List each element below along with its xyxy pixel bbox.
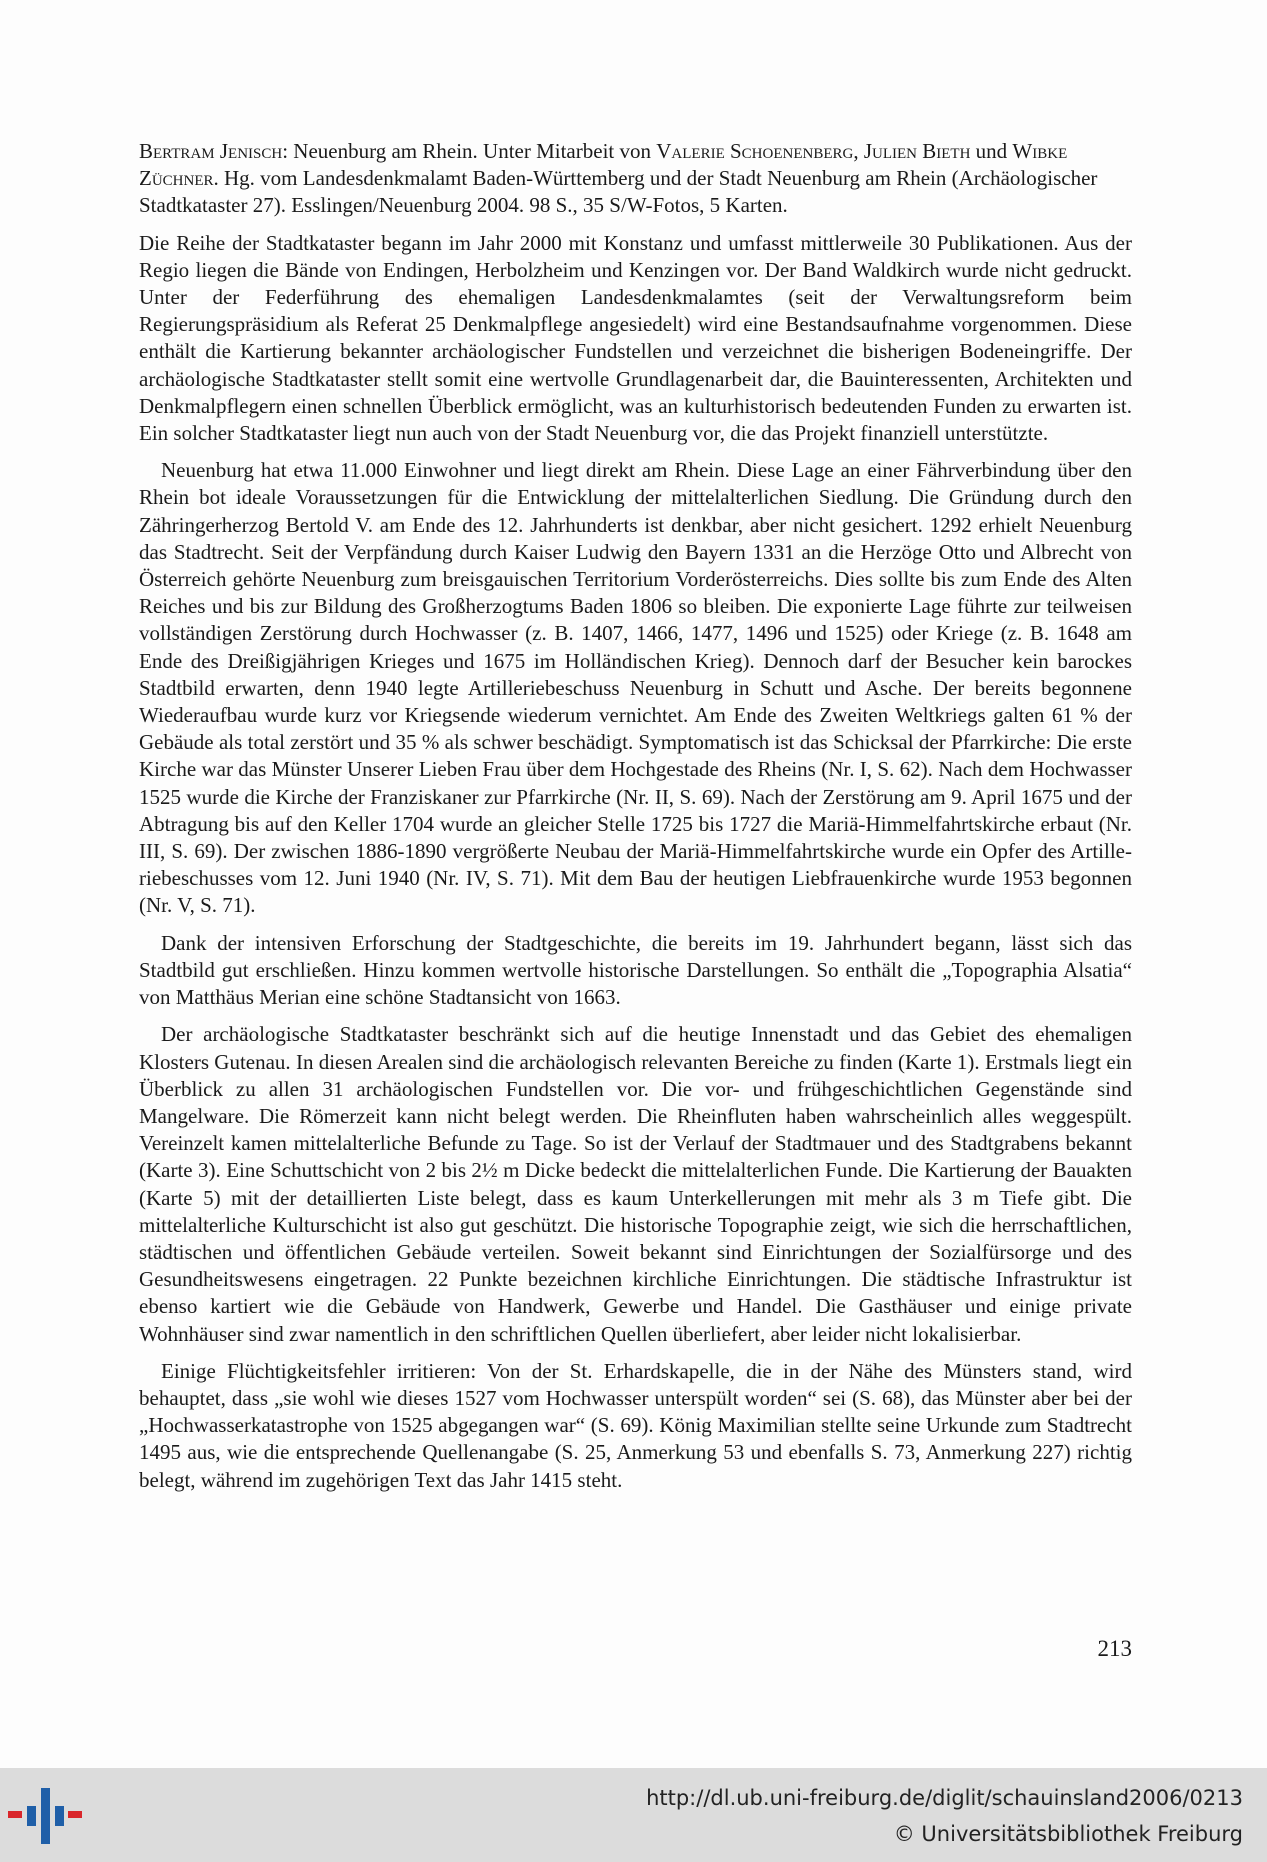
source-url-link[interactable]: http://dl.ub.uni-freiburg.de/diglit/schauinsland2006/0213 <box>646 1786 1243 1810</box>
contributor-name: Valerie Schoenenberg <box>656 139 854 163</box>
paragraph: Einige Flüchtigkeitsfehler irritieren: Von der St. Erhardskapelle, die in der Nähe des Münsters stand, wird behauptet, dass „sie wohl wie dieses 1527 vom Hochwasser unterspült worden“ sei (S. 68), das Münster aber bei der „Hochwasserkatastrophe von 1525 abgegangen war“ (S. 69). König Maximilian stellte seine Urkunde zum Stadtrecht 1495 aus, wie die entsprechende Quellenangabe (S. 25, Anmerkung 53 und ebenfalls S. 73, Anmerkung 227) richtig belegt, während im zugehörigen Text das Jahr 1415 steht. <box>139 1358 1132 1492</box>
bibliography-title: : Neuenburg am Rhein. Unter Mitarbeit von <box>282 139 657 163</box>
bibliography-separator: und <box>970 139 1013 163</box>
author-name: Bertram Jenisch <box>139 139 283 163</box>
paragraph: Der archäologische Stadtkataster beschränkt sich auf die heutige Innenstadt und das Gebiet des ehemaligen Klosters Gutenau. In diesen Arealen sind die archäologisch relevanten Bereiche zu finden (Karte 1). Erstmals liegt ein Überblick zu allen 31 archäologischen Fundstellen vor. Die vor- und frühgeschichtlichen Gegenstände sind Mangelware. Die Römerzeit kann nicht belegt werden. Die Rheinfluten haben wahrscheinlich alles weggespült. Vereinzelt kamen mittelalterliche Befunde zu Tage. So ist der Verlauf der Stadtmauer und des Stadtgrabens bekannt (Karte 3). Eine Schuttschicht von 2 bis 2½ m Dicke bedeckt die mittelalterlichen Funde. Die Kartierung der Bauakten (Karte 5) mit der detaillierten Liste belegt, dass es kaum Unterkellerungen mit mehr als 3 m Tiefe gibt. Die mittelalterliche Kulturschicht ist also gut geschützt. Die historische Topographie zeigt, wie sich die herrschaftlichen, städtischen und öffentlichen Gebäude verteilen. Soweit bekannt sind Einrichtungen der Sozialfürsorge und des Gesundheitswesens eingetragen. 22 Punkte bezeichnen kirchliche Einrichtungen. Die städtische Infrastruktur ist ebenso kartiert wie die Gebäude von Handwerk, Gewerbe und Handel. Die Gasthäuser und einige private Wohnhäuser sind zwar namentlich in den schriftlichen Quellen überliefert, aber leider nicht lokalisierbar. <box>139 1022 1132 1346</box>
contributor-name: Wibke Züchner <box>139 139 1068 191</box>
page-number: 213 <box>1097 1636 1132 1661</box>
paragraph: Neuenburg hat etwa 11.000 Einwohner und liegt direkt am Rhein. Diese Lage an einer Fährverbindung über den Rhein bot ideale Voraussetzungen für die Entwicklung der mittelalterlichen Siedlung. Die Gründung durch den Zähringerherzog Bertold V. am Ende des 12. Jahrhunderts ist denkbar, aber nicht gesichert. 1292 erhielt Neuenburg das Stadtrecht. Seit der Verpfändung durch Kaiser Ludwig den Bayern 1331 an die Herzöge Otto und Albrecht von Österreich gehörte Neuenburg zum breisgauischen Territorium Vorderösterreichs. Dies sollte bis zum Ende des Alten Reiches und bis zur Bildung des Großherzogtums Baden 1806 so bleiben. Die exponierte Lage führte zur teilweisen vollständigen Zerstörung durch Hochwasser (z. B. 1407, 1466, 1477, 1496 und 1525) oder Kriege (z. B. 1648 am Ende des Dreißigjährigen Krieges und 1675 im Holländischen Krieg). Dennoch darf der Besucher kein barockes Stadtbild erwarten, denn 1940 legte Artilleriebeschuss Neuenburg in Schutt und Asche. Der bereits begonnene Wiederaufbau wurde kurz vor Kriegsende wiederum vernichtet. Am Ende des Zweiten Weltkriegs galten 61 % der Gebäude als total zerstört und 35 % als schwer beschädigt. Symptomatisch ist das Schicksal der Pfarrkirche: Die erste Kirche war das Münster Unserer Lieben Frau über dem Hochgestade des Rheins (Nr. I, S. 62). Nach dem Hochwasser 1525 wurde die Kirche der Franziskaner zur Pfarrkirche (Nr. II, S. 69). Nach der Zerstörung am 9. April 1675 und der Abtragung bis auf den Keller 1704 wurde an gleicher Stelle 1725 bis 1727 die Mariä-Himmelfahrtskirche erbaut (Nr. III, S. 69). Der zwischen 1886-1890 vergrößerte Neubau der Mariä-Himmelfahrtskirche wurde ein Opfer des Artilleriebeschusses vom 12. Juni 1940 (Nr. IV, S. 71). Mit dem Bau der heutigen Liebfrauenkirche wurde 1953 begonnen (Nr. V, S. 71). <box>139 458 1132 918</box>
paragraph: Dank der intensiven Erforschung der Stadtgeschichte, die bereits im 19. Jahrhundert begann, lässt sich das Stadtbild gut erschließen. Hinzu kommen wertvolle historische Darstellungen. So enthält die „Topographia Alsatia“ von Matthäus Merian eine schöne Stadtansicht von 1663. <box>139 930 1132 1010</box>
review-text <box>139 138 1132 1504</box>
bibliography-details: . Hg. vom Landesdenkmalamt Baden-Württemberg und der Stadt Neuenburg am Rhein (Archäologischer Stadtkataster 27). Esslingen/Neuenburg 2004. 98 S., 35 S/W-Fotos, 5 Karten. <box>139 166 1098 218</box>
paragraph: Die Reihe der Stadtkataster begann im Jahr 2000 mit Konstanz und umfasst mittlerweile 30 Publikationen. Aus der Regio liegen die Bände von Endingen, Herbolzheim und Kenzingen vor. Der Band Waldkirch wurde nicht gedruckt. Unter der Federführung des ehemaligen Landesdenkmalamtes (seit der Verwaltungsreform beim Regierungspräsidium als Referat 25 Denkmalpflege angesiedelt) wird eine Bestandsaufnahme vorgenommen. Diese enthält die Kartierung bekannter archäologischer Fundstellen und verzeichnet die bisherigen Bodeneingriffe. Der archäologische Stadtkataster stellt somit eine wertvolle Grundlagenarbeit dar, die Bauinteressenten, Architekten und Denkmalpflegern einen schnellen Überblick ermöglicht, was an kulturhistorisch bedeutenden Funden zu erwarten ist. Ein solcher Stadtkataster liegt nun auch von der Stadt Neuenburg vor, die das Projekt finanziell unterstützte. <box>139 230 1132 446</box>
bibliographic-entry <box>139 138 1132 220</box>
copyright-notice: © Universitätsbibliothek Freiburg <box>893 1822 1243 1846</box>
ub-freiburg-logo-icon <box>8 1784 82 1848</box>
footer-bar <box>0 1768 1267 1862</box>
contributor-name: Julien Bieth <box>863 139 971 163</box>
bibliography-separator: , <box>853 139 864 163</box>
